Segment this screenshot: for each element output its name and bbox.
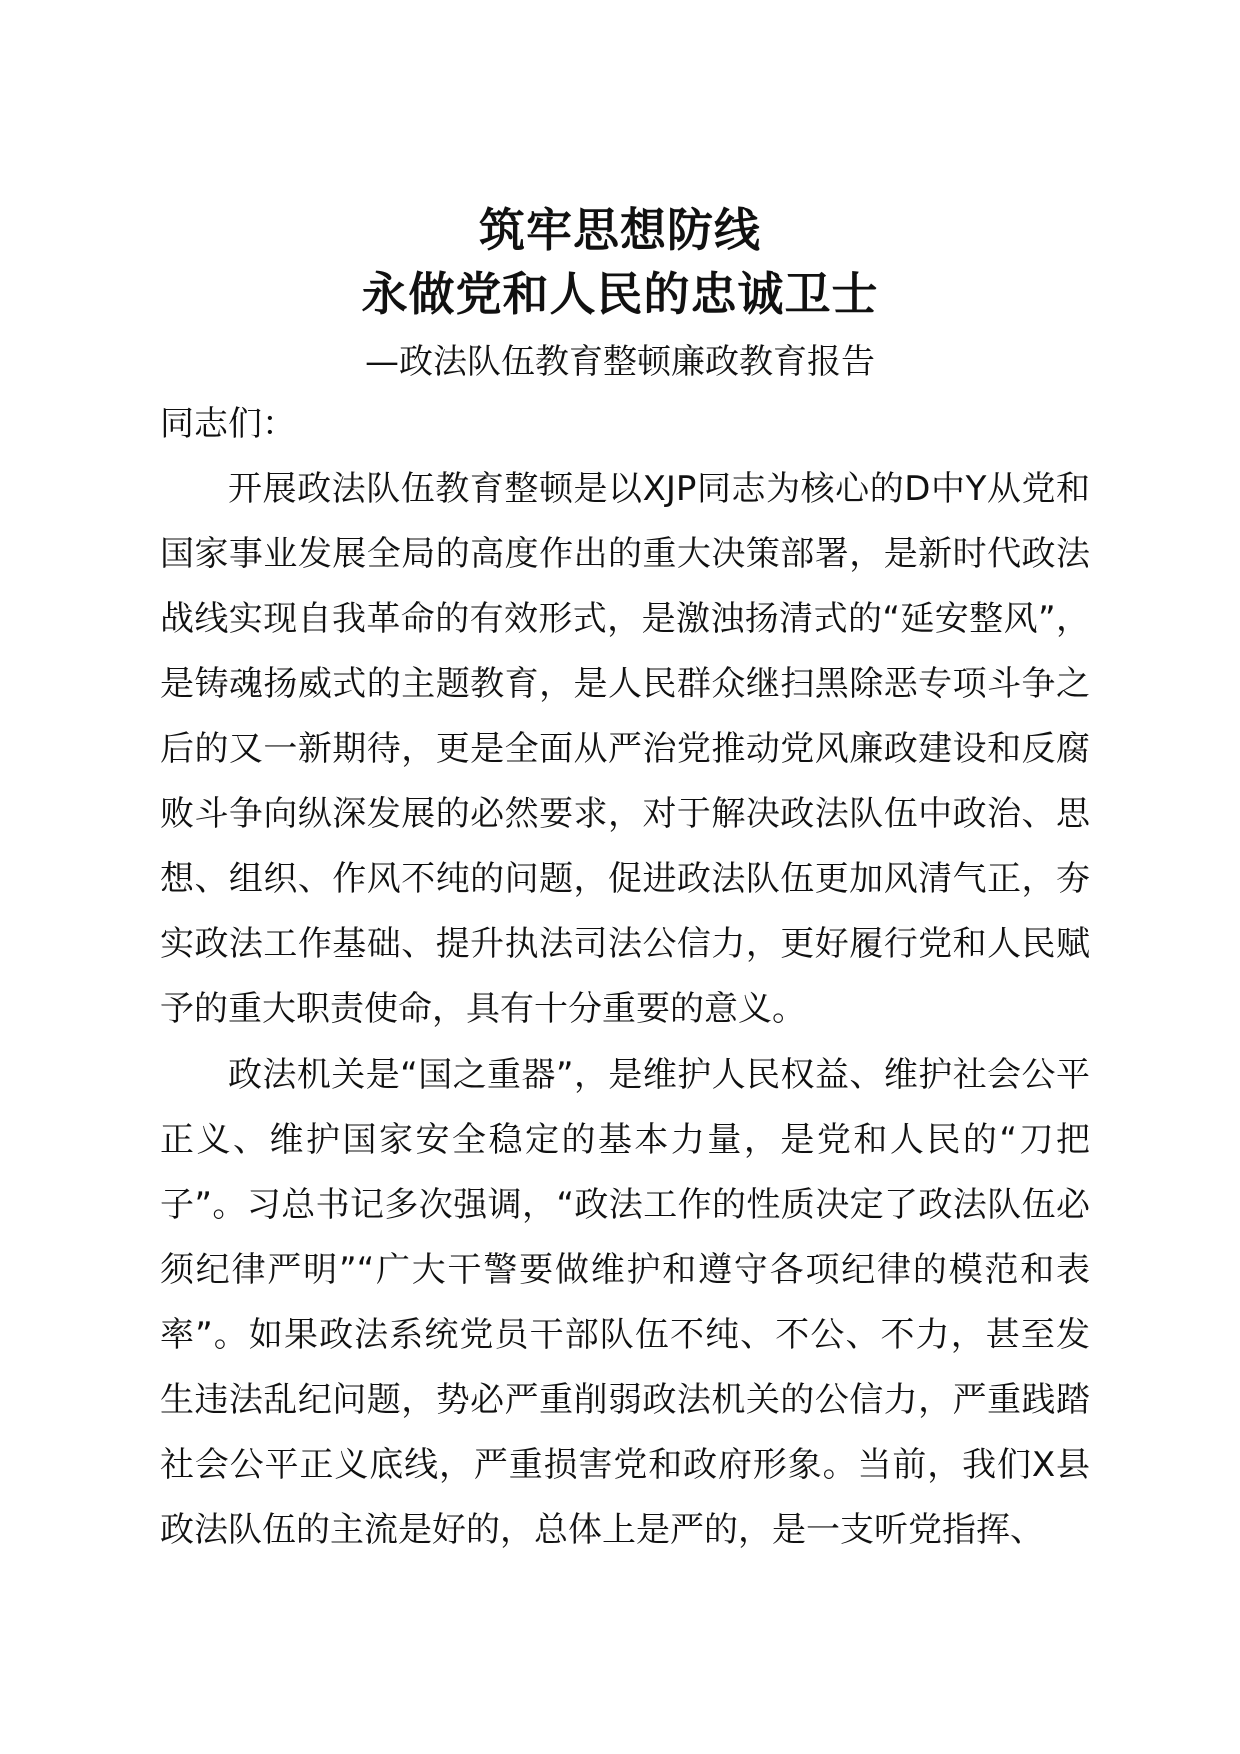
paragraph-1: 开展政法队伍教育整顿是以XJP同志为核心的D中Y从党和国家事业发展全局的高度作出的重大决策部署，是新时代政法战线实现自我革命的有效形式，是激浊扬清式的“延安整风”，是铸魂扬威式的主题教育，是人民群众继扫黑除恶专项斗争之后的又一新期待，更是全面从严治党推动党风廉政建设和反腐败斗争向纵深发展的必然要求，对于解决政法队伍中政治、思想、组织、作风不纯的问题，促进政法队伍更加风清气正，夯实政法工作基础、提升执法司法公信力，更好履行党和人民赋予的重大职责使命，具有十分重要的意义。 — [160, 469, 1090, 1029]
greeting: 同志们： — [160, 404, 296, 444]
title-line-1: 筑牢思想防线 — [479, 203, 761, 257]
subtitle: —政法队伍教育整顿廉政教育报告 — [365, 342, 875, 382]
title-line-2: 永做党和人民的忠诚卫士 — [361, 267, 879, 321]
paragraph-2: 政法机关是“国之重器”，是维护人民权益、维护社会公平正义、维护国家安全稳定的基本力量，是党和人民的“刀把子”。习总书记多次强调，“政法工作的性质决定了政法队伍必须纪律严明”“广大干警要做维护和遵守各项纪律的模范和表率”。如果政法系统党员干部队伍不纯、不公、不力，甚至发生违法乱纪问题，势必严重削弱政法机关的公信力，严重践踏社会公平正义底线，严重损害党和政府形象。当前，我们X县政法队伍的主流是好的，总体上是严的，是一支听党指挥、 — [160, 1055, 1090, 1550]
